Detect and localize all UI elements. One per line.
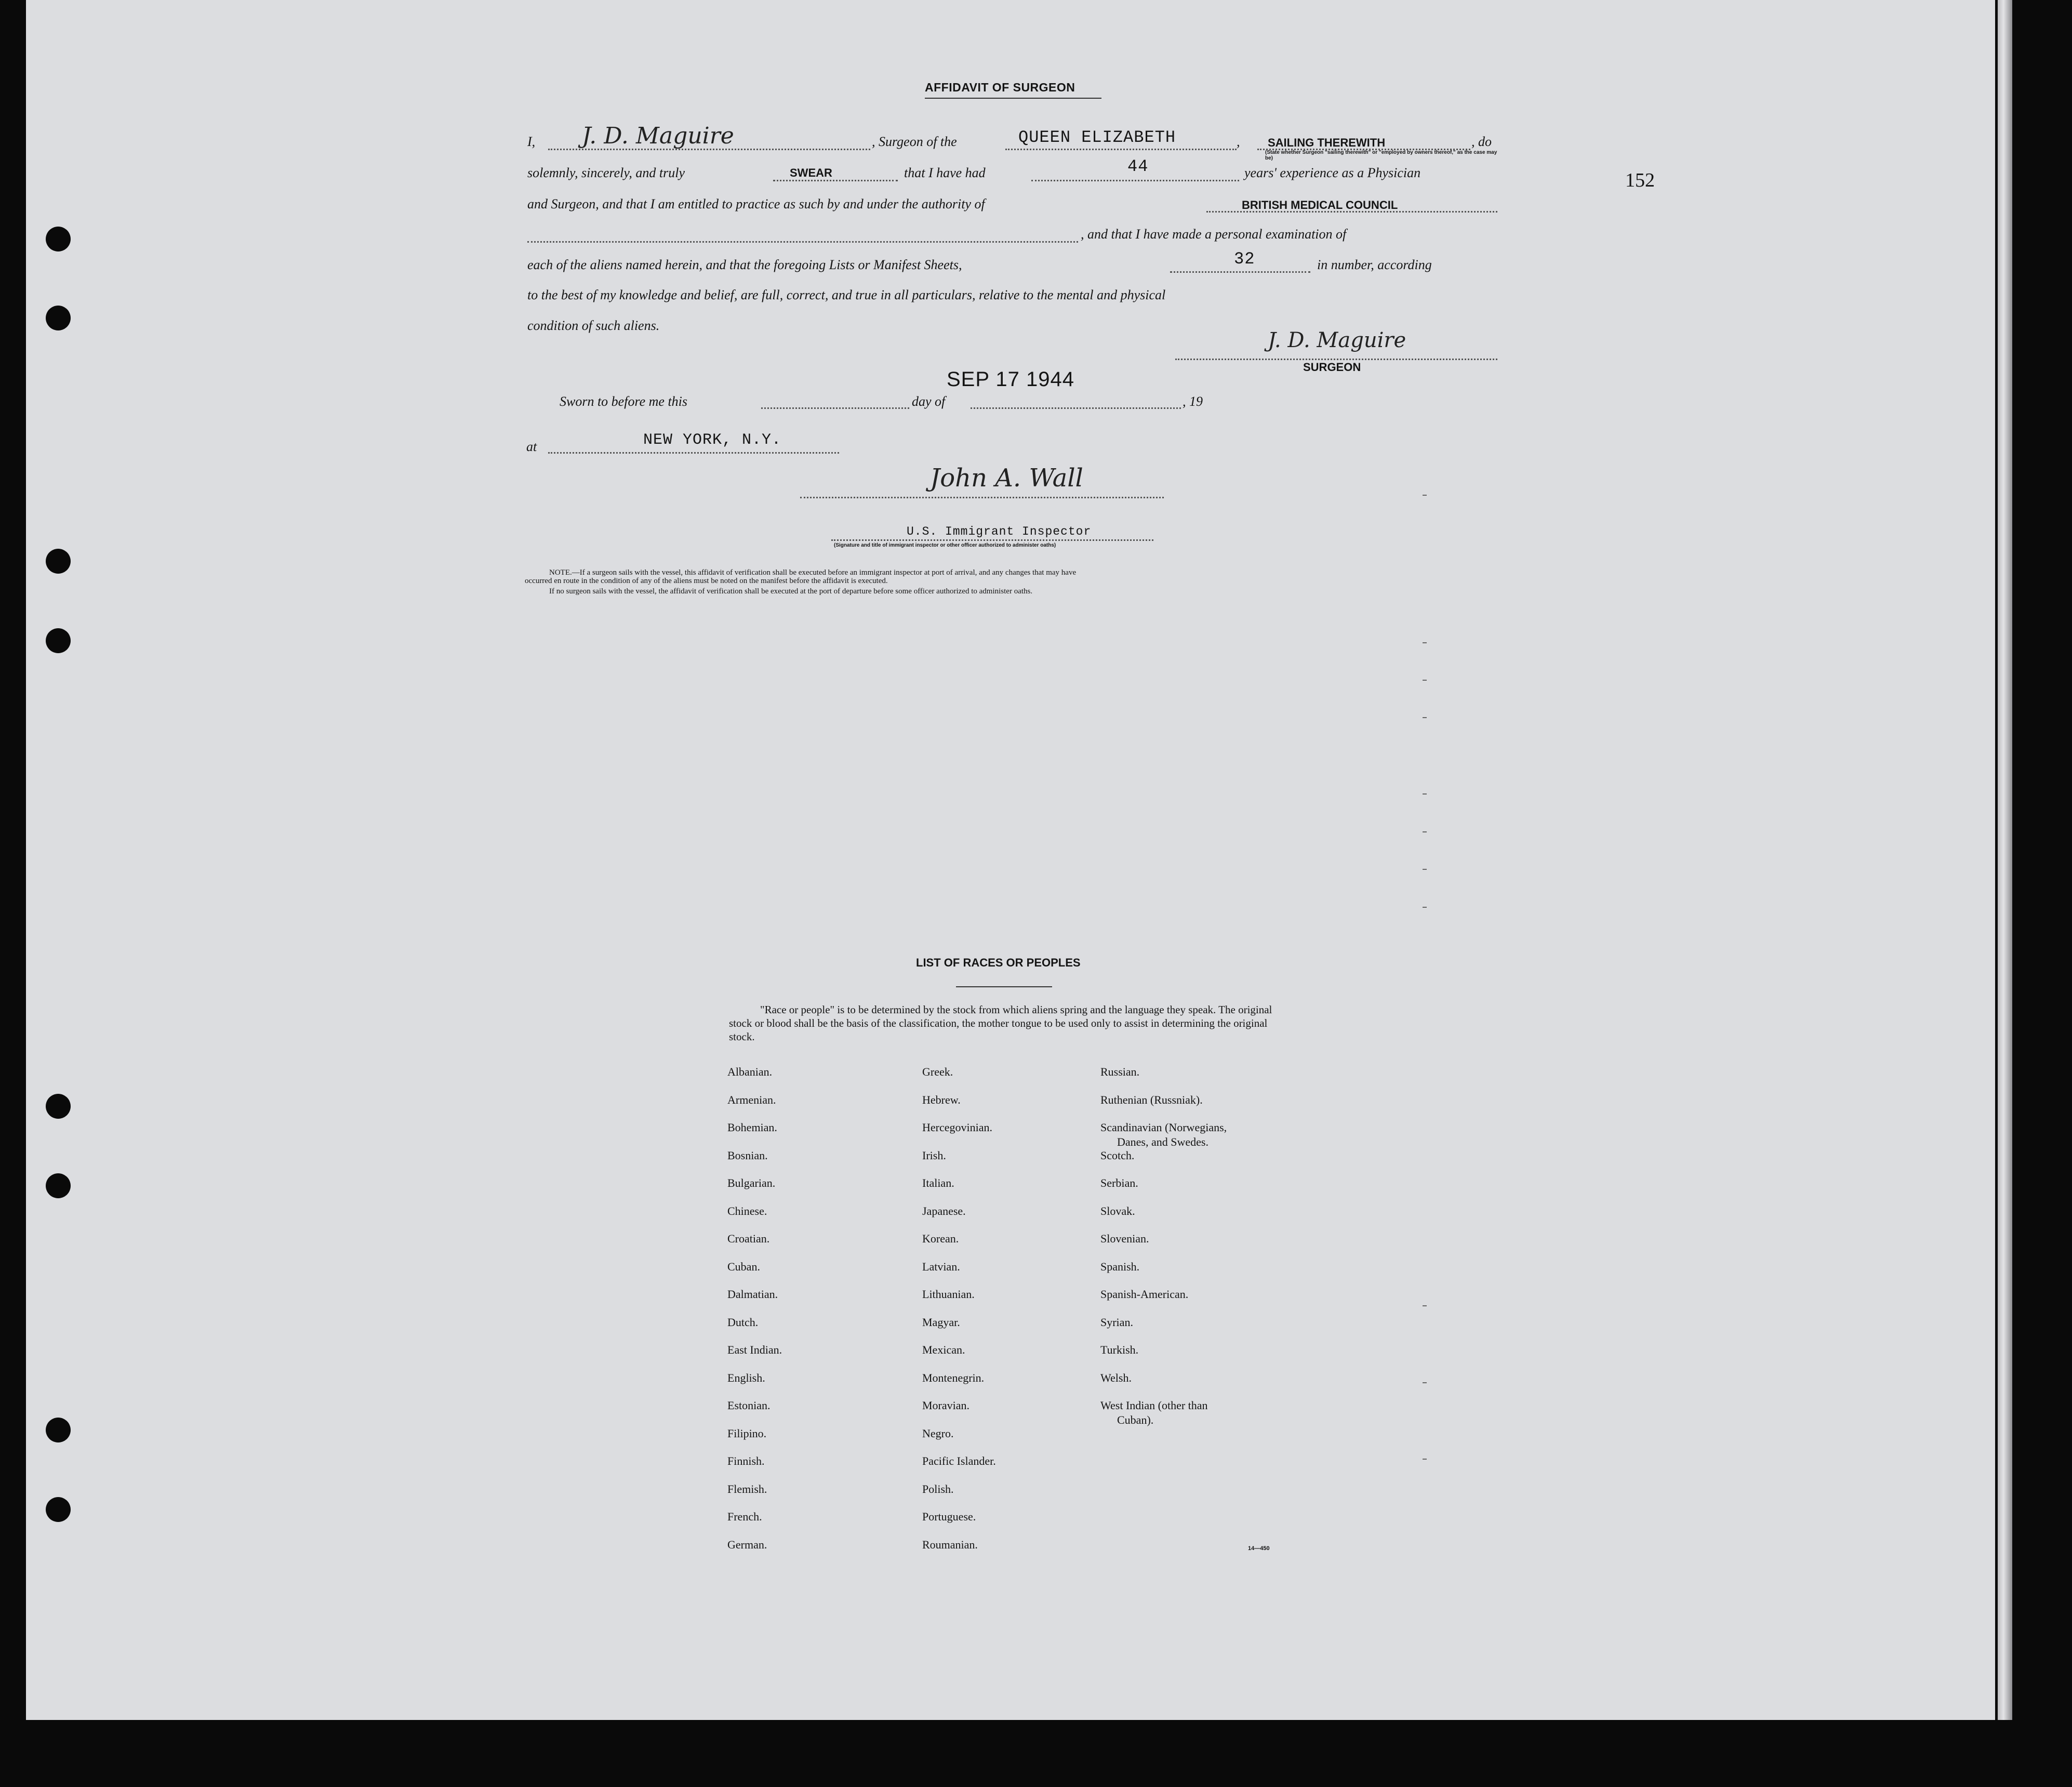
month-line (971, 407, 1181, 409)
race-item: Estonian. (727, 1399, 771, 1412)
sailing-hint: (State whether Surgeon "sailing therewith" or "employed by owners thereof," as the case may be) (1265, 150, 1497, 161)
race-item: Albanian. (727, 1065, 773, 1078)
page-edge (1998, 0, 2012, 1720)
vessel-line (1005, 149, 1237, 150)
race-item: Negro. (922, 1426, 954, 1440)
swear-stamp: SWEAR (790, 166, 832, 179)
race-item: Finnish. (727, 1454, 765, 1467)
race-item: Spanish-American. (1100, 1288, 1189, 1301)
inspector-signature: John A. Wall (930, 464, 1083, 493)
line3-a: and Surgeon, and that I am entitled to practice as such by and under the authority of (527, 196, 985, 211)
line4-a: , and that I have made a personal examination of (1081, 227, 1347, 242)
race-item: Croatian. (727, 1232, 770, 1245)
race-item: Mexican. (922, 1343, 965, 1356)
page-number: 152 (1625, 169, 1655, 191)
sworn-day-line (761, 407, 909, 409)
inspector-signature-line (800, 497, 1164, 498)
comma: , (1237, 134, 1240, 149)
binder-hole (46, 227, 71, 251)
form-number: 14—450 (1248, 1545, 1270, 1552)
race-item: Bulgarian. (727, 1176, 776, 1189)
binder-hole (46, 628, 71, 653)
race-item: Slovak. (1100, 1204, 1135, 1217)
race-item: English. (727, 1371, 765, 1384)
document-sheet (26, 0, 1995, 1720)
race-item: Cuban. (727, 1260, 760, 1273)
sheets-line (1170, 271, 1310, 273)
binder-hole (46, 1497, 71, 1522)
place-value: NEW YORK, N.Y. (643, 431, 782, 449)
race-item: Scotch. (1100, 1148, 1135, 1162)
race-item: Latvian. (922, 1260, 960, 1273)
date-stamp: SEP 17 1944 (947, 368, 1075, 391)
race-item: Ruthenian (Russniak). (1100, 1093, 1203, 1106)
surgeon-signature-line (1175, 359, 1497, 360)
race-item: Magyar. (922, 1315, 960, 1329)
race-item: West Indian (other than (1100, 1399, 1208, 1412)
sailing-stamp: SAILING THEREWITH (1268, 136, 1386, 149)
race-item: Lithuanian. (922, 1288, 975, 1301)
binder-hole (46, 1418, 71, 1442)
race-item: Bosnian. (727, 1148, 768, 1162)
line2-c: years' experience as a Physician (1244, 165, 1421, 180)
years-line (1031, 180, 1239, 181)
race-item: Welsh. (1100, 1371, 1132, 1384)
affidavit-title: AFFIDAVIT OF SURGEON (925, 81, 1075, 94)
authority-continuation-line (527, 241, 1078, 243)
race-item: German. (727, 1538, 767, 1551)
year-19: , 19 (1183, 394, 1203, 409)
race-item: Danes, and Swedes. (1117, 1135, 1208, 1148)
race-item: Moravian. (922, 1399, 970, 1412)
race-item: Turkish. (1100, 1343, 1139, 1356)
line1-i: I, (527, 134, 536, 149)
race-item: Chinese. (727, 1204, 767, 1217)
race-item: Hebrew. (922, 1093, 961, 1106)
race-item: Hercegovinian. (922, 1121, 992, 1134)
race-item: Dutch. (727, 1315, 759, 1329)
race-item: Russian. (1100, 1065, 1140, 1078)
race-item: Filipino. (727, 1426, 767, 1440)
line6: to the best of my knowledge and belief, are full, correct, and true in all particulars, relative to the mental and physical (527, 287, 1166, 302)
title-underline (925, 98, 1101, 99)
line2-a: solemnly, sincerely, and truly (527, 165, 685, 180)
line7: condition of such aliens. (527, 318, 660, 333)
race-item: Japanese. (922, 1204, 966, 1217)
binder-hole (46, 1094, 71, 1119)
race-item: French. (727, 1510, 762, 1523)
day-of: day of (912, 394, 946, 409)
race-item: Pacific Islander. (922, 1454, 996, 1467)
inspector-title: U.S. Immigrant Inspector (907, 525, 1092, 538)
inspector-hint: (Signature and title of immigrant inspector or other officer authorized to administer oaths) (834, 542, 1056, 548)
note-line-3: If no surgeon sails with the vessel, the affidavit of verification shall be executed at the port of departure before some officer authorized to administer oaths. (549, 587, 1033, 595)
inspector-title-line (831, 539, 1153, 541)
swear-line (773, 180, 898, 181)
line5-b: in number, according (1317, 257, 1432, 272)
race-item: Serbian. (1100, 1176, 1138, 1189)
race-item: Slovenian. (1100, 1232, 1149, 1245)
vessel-name: QUEEN ELIZABETH (1018, 128, 1176, 147)
race-item: Flemish. (727, 1482, 767, 1495)
race-item: Spanish. (1100, 1260, 1140, 1273)
surgeon-label: SURGEON (1303, 361, 1361, 374)
race-item: Roumanian. (922, 1538, 978, 1551)
race-item: Bohemian. (727, 1121, 777, 1134)
race-item: Korean. (922, 1232, 959, 1245)
race-item: Portuguese. (922, 1510, 976, 1523)
race-item: Cuban). (1117, 1413, 1154, 1426)
race-item: East Indian. (727, 1343, 782, 1356)
races-intro: "Race or people" is to be determined by the stock from which aliens spring and the language they speak. The original stock or blood shall be the basis of the classification, the mother tongue to be used only to assist in determining the original stock. (729, 1003, 1272, 1043)
race-item: Greek. (922, 1065, 953, 1078)
race-item: Italian. (922, 1176, 954, 1189)
binder-hole (46, 1173, 71, 1198)
surgeon-name-handwritten: J. D. Maguire (582, 123, 734, 149)
years-value: 44 (1127, 157, 1149, 176)
at-label: at (526, 439, 537, 454)
races-title: LIST OF RACES OR PEOPLES (916, 956, 1081, 969)
sworn-text: Sworn to before me this (560, 394, 688, 409)
place-line (548, 452, 839, 454)
authority-stamp: BRITISH MEDICAL COUNCIL (1242, 198, 1398, 211)
note-line-2: occurred en route in the condition of any of the aliens must be noted on the manifest before the affidavit is executed. (525, 577, 888, 585)
race-item: Dalmatian. (727, 1288, 778, 1301)
line5-a: each of the aliens named herein, and that the foregoing Lists or Manifest Sheets, (527, 257, 962, 272)
line1-surgeon-of: , Surgeon of the (872, 134, 957, 149)
races-title-rule (956, 986, 1052, 987)
surgeon-signature: J. D. Maguire (1268, 328, 1406, 352)
sheets-value: 32 (1234, 249, 1255, 269)
race-item: Polish. (922, 1482, 954, 1495)
note-line-1: NOTE.—If a surgeon sails with the vessel, this affidavit of verification shall be executed before an immigrant inspector at port of arrival, and any changes that may have (549, 568, 1077, 577)
race-item: Scandinavian (Norwegians, (1100, 1121, 1227, 1134)
binder-hole (46, 306, 71, 330)
race-item: Armenian. (727, 1093, 776, 1106)
race-item: Irish. (922, 1148, 946, 1162)
binder-hole (46, 549, 71, 574)
race-item: Montenegrin. (922, 1371, 985, 1384)
race-item: Syrian. (1100, 1315, 1133, 1329)
line2-b: that I have had (904, 165, 986, 180)
line1-do: , do (1471, 134, 1492, 149)
